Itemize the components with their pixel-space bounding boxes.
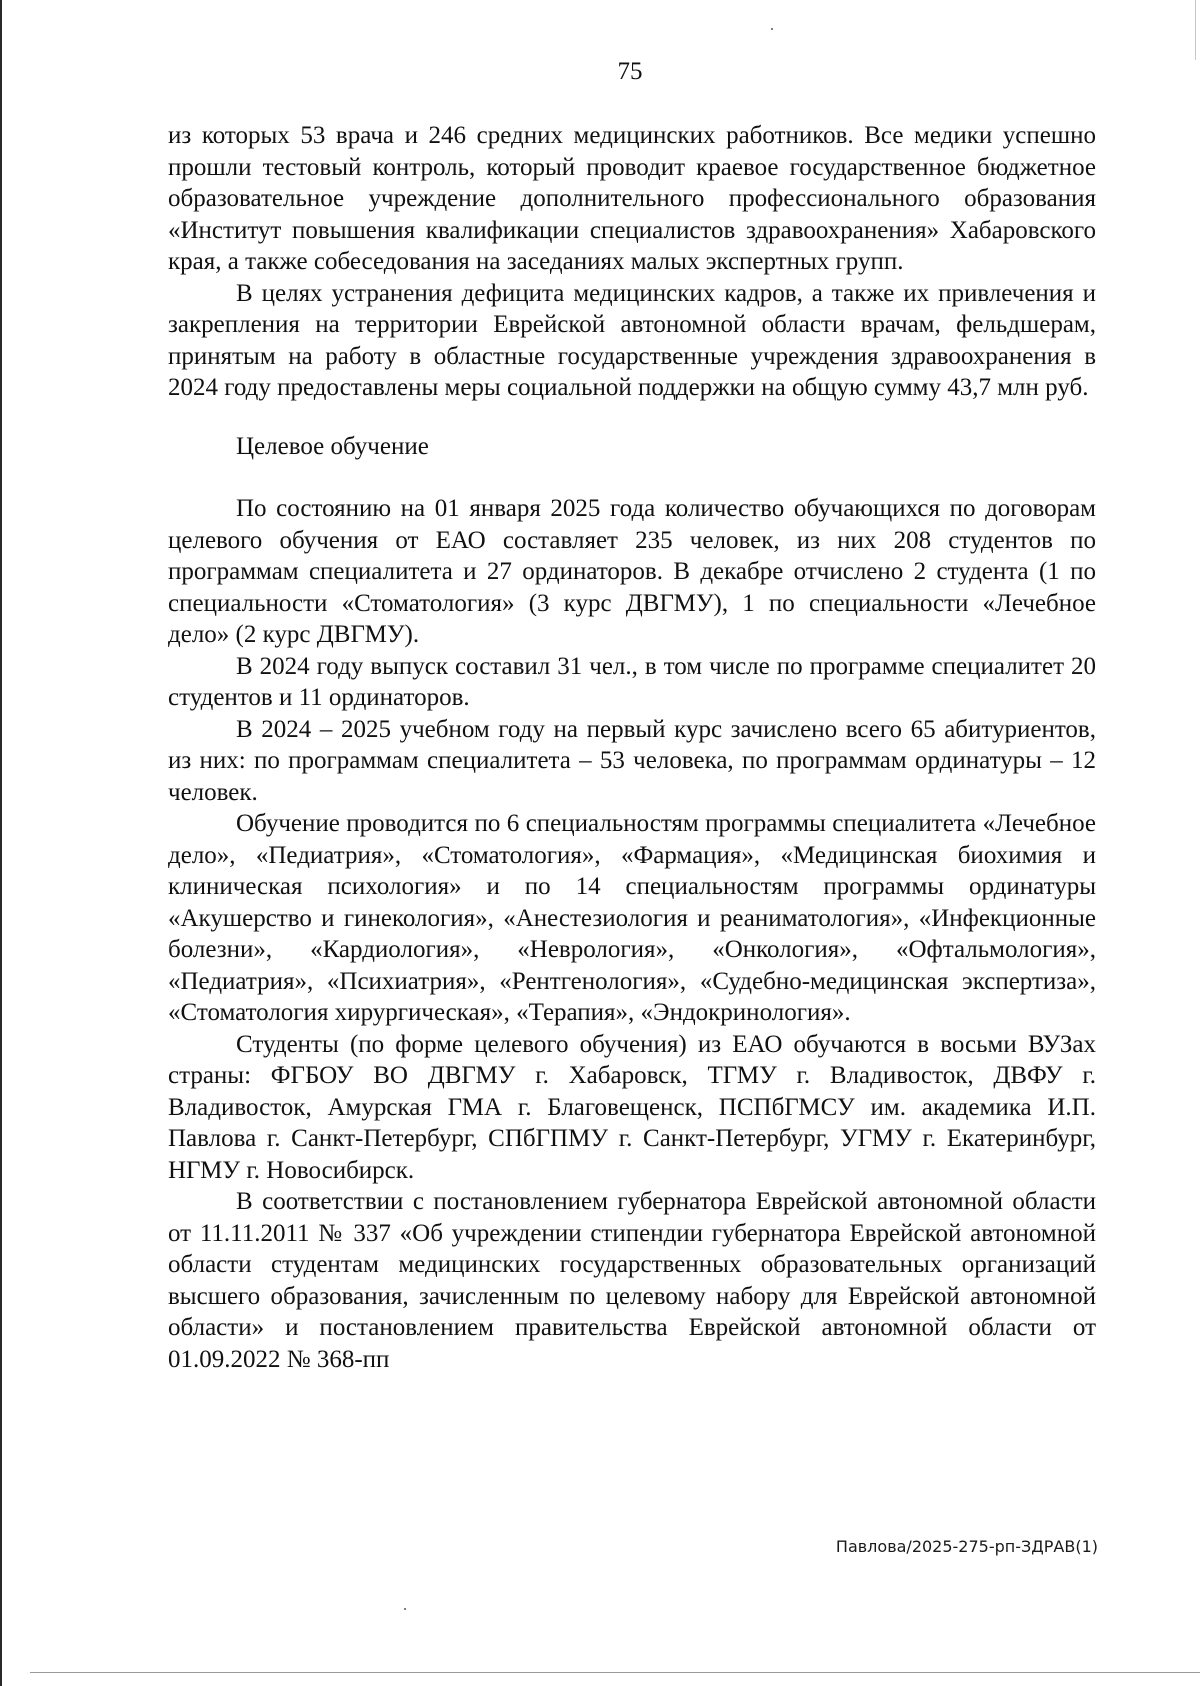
paragraph-first-year: В 2024 – 2025 учебном году на первый курс зачислено всего 65 абитуриентов, из них: по программам специалитета – 53 человека, по программам ординатуры – 12 человек. — [168, 715, 1096, 806]
paragraph-scholarship: В соответствии с постановлением губернатора Еврейской автономной области от 11.11.2011 № 337 «Об учреждении стипендии губернатора Еврейской автономной области студентам медицинских государственных образовательных организаций высшего образования, зачисленным по целевому набору для Еврейской автономной области» и постановлением правительства Еврейской автономной области от 01.09.2022 № 368-пп — [168, 1188, 1096, 1373]
paragraph-continued: из которых 53 врача и 246 средних медицинских работников. Все медики успешно прошли тестовый контроль, который проводит краевое государственное бюджетное образовательное учреждение дополнительного профессионального образования «Институт повышения квалификации специалистов здравоохранения» Хабаровского края, а также собеседования на заседаниях малых экспертных групп. — [168, 122, 1096, 275]
paragraph-specialties: Обучение проводится по 6 специальностям программы специалитета «Лечебное дело», «Педиатрия», «Стоматология», «Фармация», «Медицинская биохимия и клиническая психология» и по 14 специальностям программы ординатуры «Акушерство и гинекология», «Анестезиология и реаниматология», «Инфекционные болезни», «Кардиология», «Неврология», «Онкология», «Офтальмология», «Педиатрия», «Психиатрия», «Рентгенология», «Судебно-медицинская экспертиза», «Стоматология хирургическая», «Терапия», «Эндокринология». — [168, 810, 1096, 1026]
paragraph-support-measures: В целях устранения дефицита медицинских кадров, а также их привлечения и закрепления на территории Еврейской автономной области врачам, фельдшерам, принятым на работу в областные государственные учреждения здравоохранения в 2024 году предоставлены меры социальной поддержки на общую сумму 43,7 млн руб. — [168, 279, 1096, 401]
page-number: 75 — [617, 58, 643, 85]
scan-bottom-edge — [30, 1672, 1200, 1673]
scan-speck — [771, 28, 773, 30]
paragraph-enrollment-status: По состоянию на 01 января 2025 года количество обучающихся по договорам целевого обучения от ЕАО составляет 235 человек, из них 208 студентов по программам специалитета и 27 ординаторов. В декабре отчислено 2 студента (1 по специальности «Стоматология» (3 курс ДВГМУ), 1 по специальности «Лечебное дело» (2 курс ДВГМУ). — [168, 495, 1096, 648]
document-body — [168, 120, 1096, 1375]
paragraph-universities: Студенты (по форме целевого обучения) из ЕАО обучаются в восьми ВУЗах страны: ФГБОУ ВО ДВГМУ г. Хабаровск, ТГМУ г. Владивосток, ДВФУ г. Владивосток, Амурская ГМА г. Благовещенск, ПСПбГМСУ им. академика И.П. Павлова г. Санкт-Петербург, СПбГПМУ г. Санкт-Петербург, УГМУ г. Екатеринбург, НГМУ г. Новосибирск. — [168, 1030, 1096, 1184]
scan-left-edge — [0, 0, 2, 1686]
scan-speck — [404, 1608, 406, 1610]
paragraph-graduates: В 2024 году выпуск составил 31 чел., в том числе по программе специалитет 20 студентов и 11 ординаторов. — [168, 652, 1096, 711]
scan-right-edge — [1195, 0, 1196, 60]
section-heading: Целевое обучение — [236, 432, 429, 460]
document-reference: Павлова/2025-275-рп-ЗДРАВ(1) — [835, 1537, 1098, 1556]
